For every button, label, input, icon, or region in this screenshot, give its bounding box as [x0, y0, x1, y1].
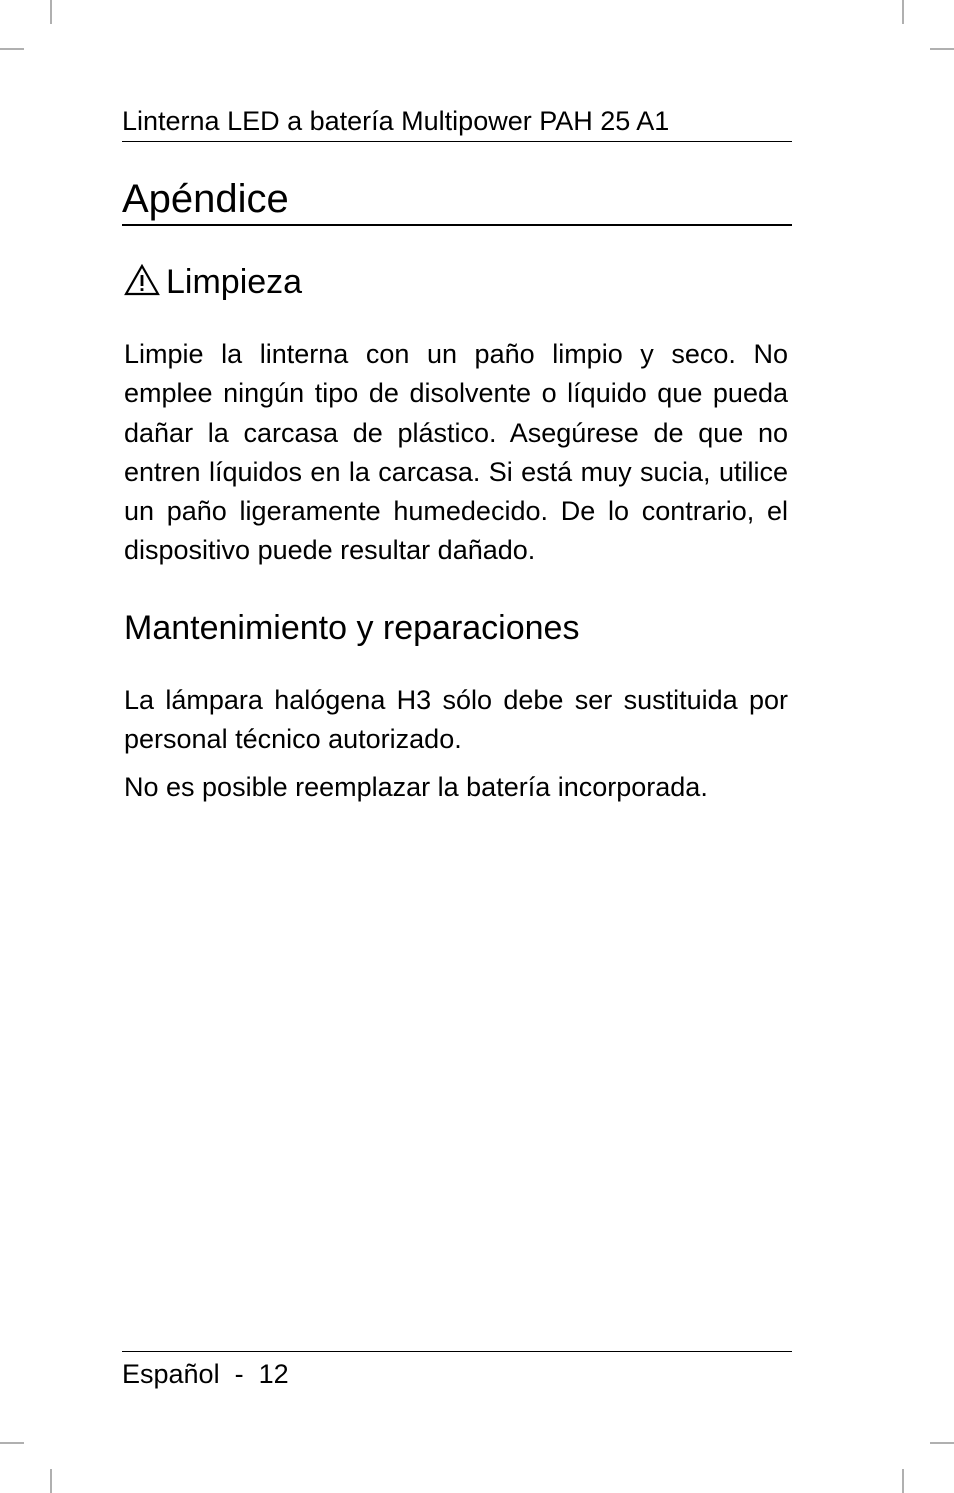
section-heading-limpieza [124, 262, 792, 302]
section-heading-maintenance: Mantenimiento y reparaciones [124, 609, 580, 647]
cleaning-paragraph: Limpie la linterna con un paño limpio y seco. No emplee ningún tipo de disolvente o líquido que pueda dañar la carcasa de plástico. Asegúrese de que no entren líquidos en la carcasa. Si está muy sucia, utilice un paño ligeramente humedecido. De lo contrario, el dispositivo puede resultar dañado. [124, 339, 788, 566]
footer-language: Español [122, 1359, 220, 1389]
crop-mark-top-right-horizontal [930, 48, 954, 50]
page-title: Apéndice [122, 174, 792, 226]
crop-mark-bottom-right-vertical [902, 1469, 904, 1493]
running-header [122, 104, 792, 142]
crop-mark-bottom-right-horizontal [930, 1442, 954, 1444]
section-heading-label: Limpieza [166, 263, 303, 301]
running-footer [122, 1351, 792, 1391]
battery-paragraph: No es posible reemplazar la batería incorporada. [124, 772, 708, 802]
footer-separator: - [234, 1359, 244, 1389]
crop-mark-bottom-left-vertical [50, 1469, 52, 1493]
running-header-title: Linterna LED a batería Multipower PAH 25 A1 [122, 106, 670, 136]
crop-mark-top-right-vertical [902, 0, 904, 24]
warning-triangle-icon [124, 264, 160, 296]
crop-mark-bottom-left-horizontal [0, 1442, 24, 1444]
maintenance-paragraph: La lámpara halógena H3 sólo debe ser sustituida por personal técnico autorizado. [124, 685, 788, 755]
crop-mark-top-left-vertical [50, 0, 52, 24]
crop-mark-top-left-horizontal [0, 48, 24, 50]
footer-page-number: 12 [258, 1359, 289, 1389]
